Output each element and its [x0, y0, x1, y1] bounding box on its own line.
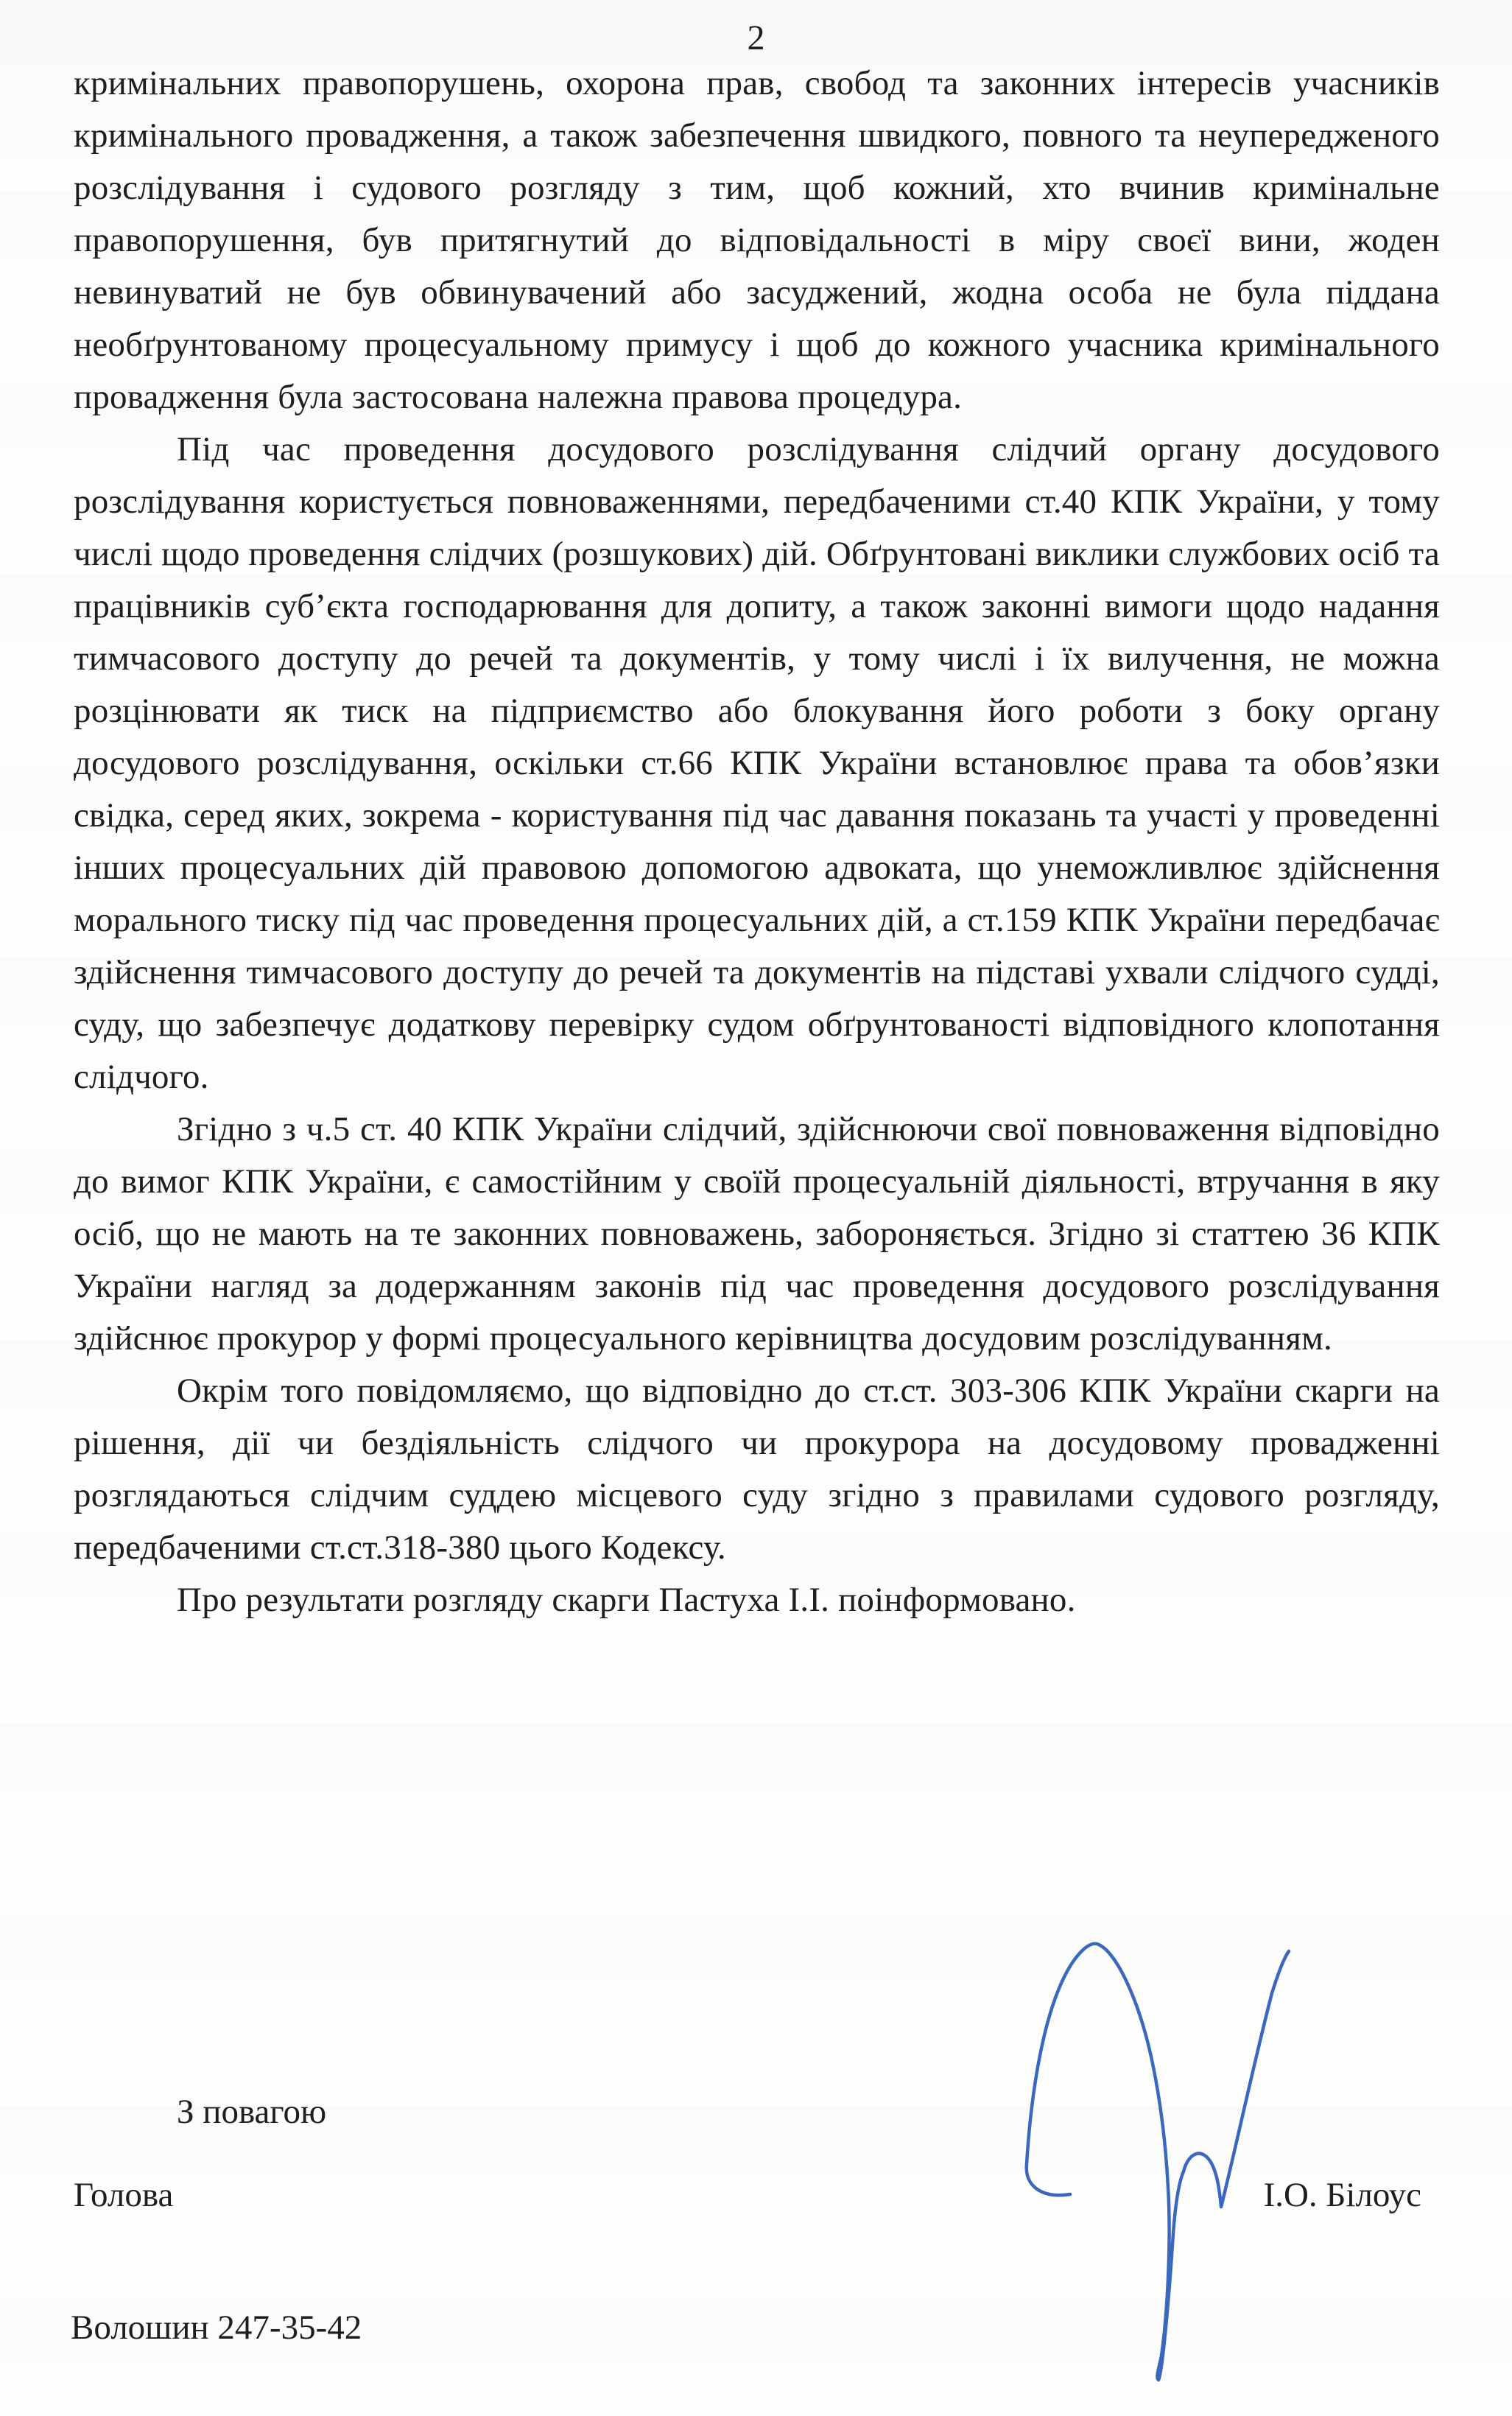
paragraph-investigator-powers: Під час проведення досудового розслідування слідчий органу досудового розслідування користується повноваженнями, передбаченими ст.40 КПК України, у тому числі щодо проведення слідчих (розшукових) дій. Обґрунтовані виклики службових осіб та працівників суб’єкта господарювання для допиту, а також законні вимоги щодо надання тимчасового доступу до речей та документів, у тому числі і їх вилучення, не можна розцінювати як тиск на підприємство або блокування його роботи з боку органу досудового розслідування, оскільки ст.66 КПК України встановлює права та обов’язки свідка, серед яких, зокрема - користування під час давання показань та участі у проведенні інших процесуальних дій правовою допомогою адвоката, що унеможливлює здійснення морального тиску під час проведення процесуальних дій, а ст.159 КПК України передбачає здійснення тимчасового доступу до речей та документів на підставі ухвали слідчого судді, суду, що забезпечує додаткову перевірку судом обґрунтованості відповідного клопотання слідчого.	[74, 430, 1440, 1096]
signature-row	[74, 2169, 1421, 2222]
paragraph-complaint-result: Про результати розгляду скарги Пастуха І.І. поінформовано.	[177, 1581, 1076, 1619]
page-number: 2	[747, 18, 765, 57]
paragraph-complaints-procedure: Окрім того повідомляємо, що відповідно до ст.ст. 303-306 КПК України скарги на рішення, дії чи бездіяльність слідчого чи прокурора на досудовому провадженні розглядаються слідчим суддею місцевого суду згідно з правилами судового розгляду, передбаченими ст.ст.318-380 цього Кодексу.	[74, 1372, 1440, 1567]
letter-body	[74, 57, 1440, 1626]
paragraph-continuation: кримінальних правопорушень, охорона прав, свобод та законних інтересів учасників кримінального провадження, а також забезпечення швидкого, повного та неупередженого розслідування і судового розгляду з тим, щоб кожний, хто вчинив кримінальне правопорушення, був притягнутий до відповідальності в міру своєї вини, жоден невинуватий не був обвинувачений або засуджений, жодна особа не була піддана необґрунтованому процесуальному примусу і щоб до кожного учасника кримінального провадження була застосована належна правова процедура.	[74, 64, 1440, 416]
signer-name: І.О. Білоус	[1263, 2176, 1421, 2214]
signer-title: Голова	[74, 2176, 174, 2214]
signature-stroke	[1027, 1944, 1289, 2380]
closing-salutation: З повагою	[177, 2093, 327, 2131]
executor-reference: Волошин 247-35-42	[71, 2308, 362, 2347]
paragraph-independence: Згідно з ч.5 ст. 40 КПК України слідчий, здійснюючи свої повноваження відповідно до вимог КПК України, є самостійним у своїй процесуальній діяльності, втручання в яку осіб, що не мають на те законних повноважень, забороняється. Згідно зі статтею 36 КПК України нагляд за додержанням законів під час проведення досудового розслідування здійснює прокурор у формі процесуального керівництва досудовим розслідуванням.	[74, 1110, 1440, 1358]
